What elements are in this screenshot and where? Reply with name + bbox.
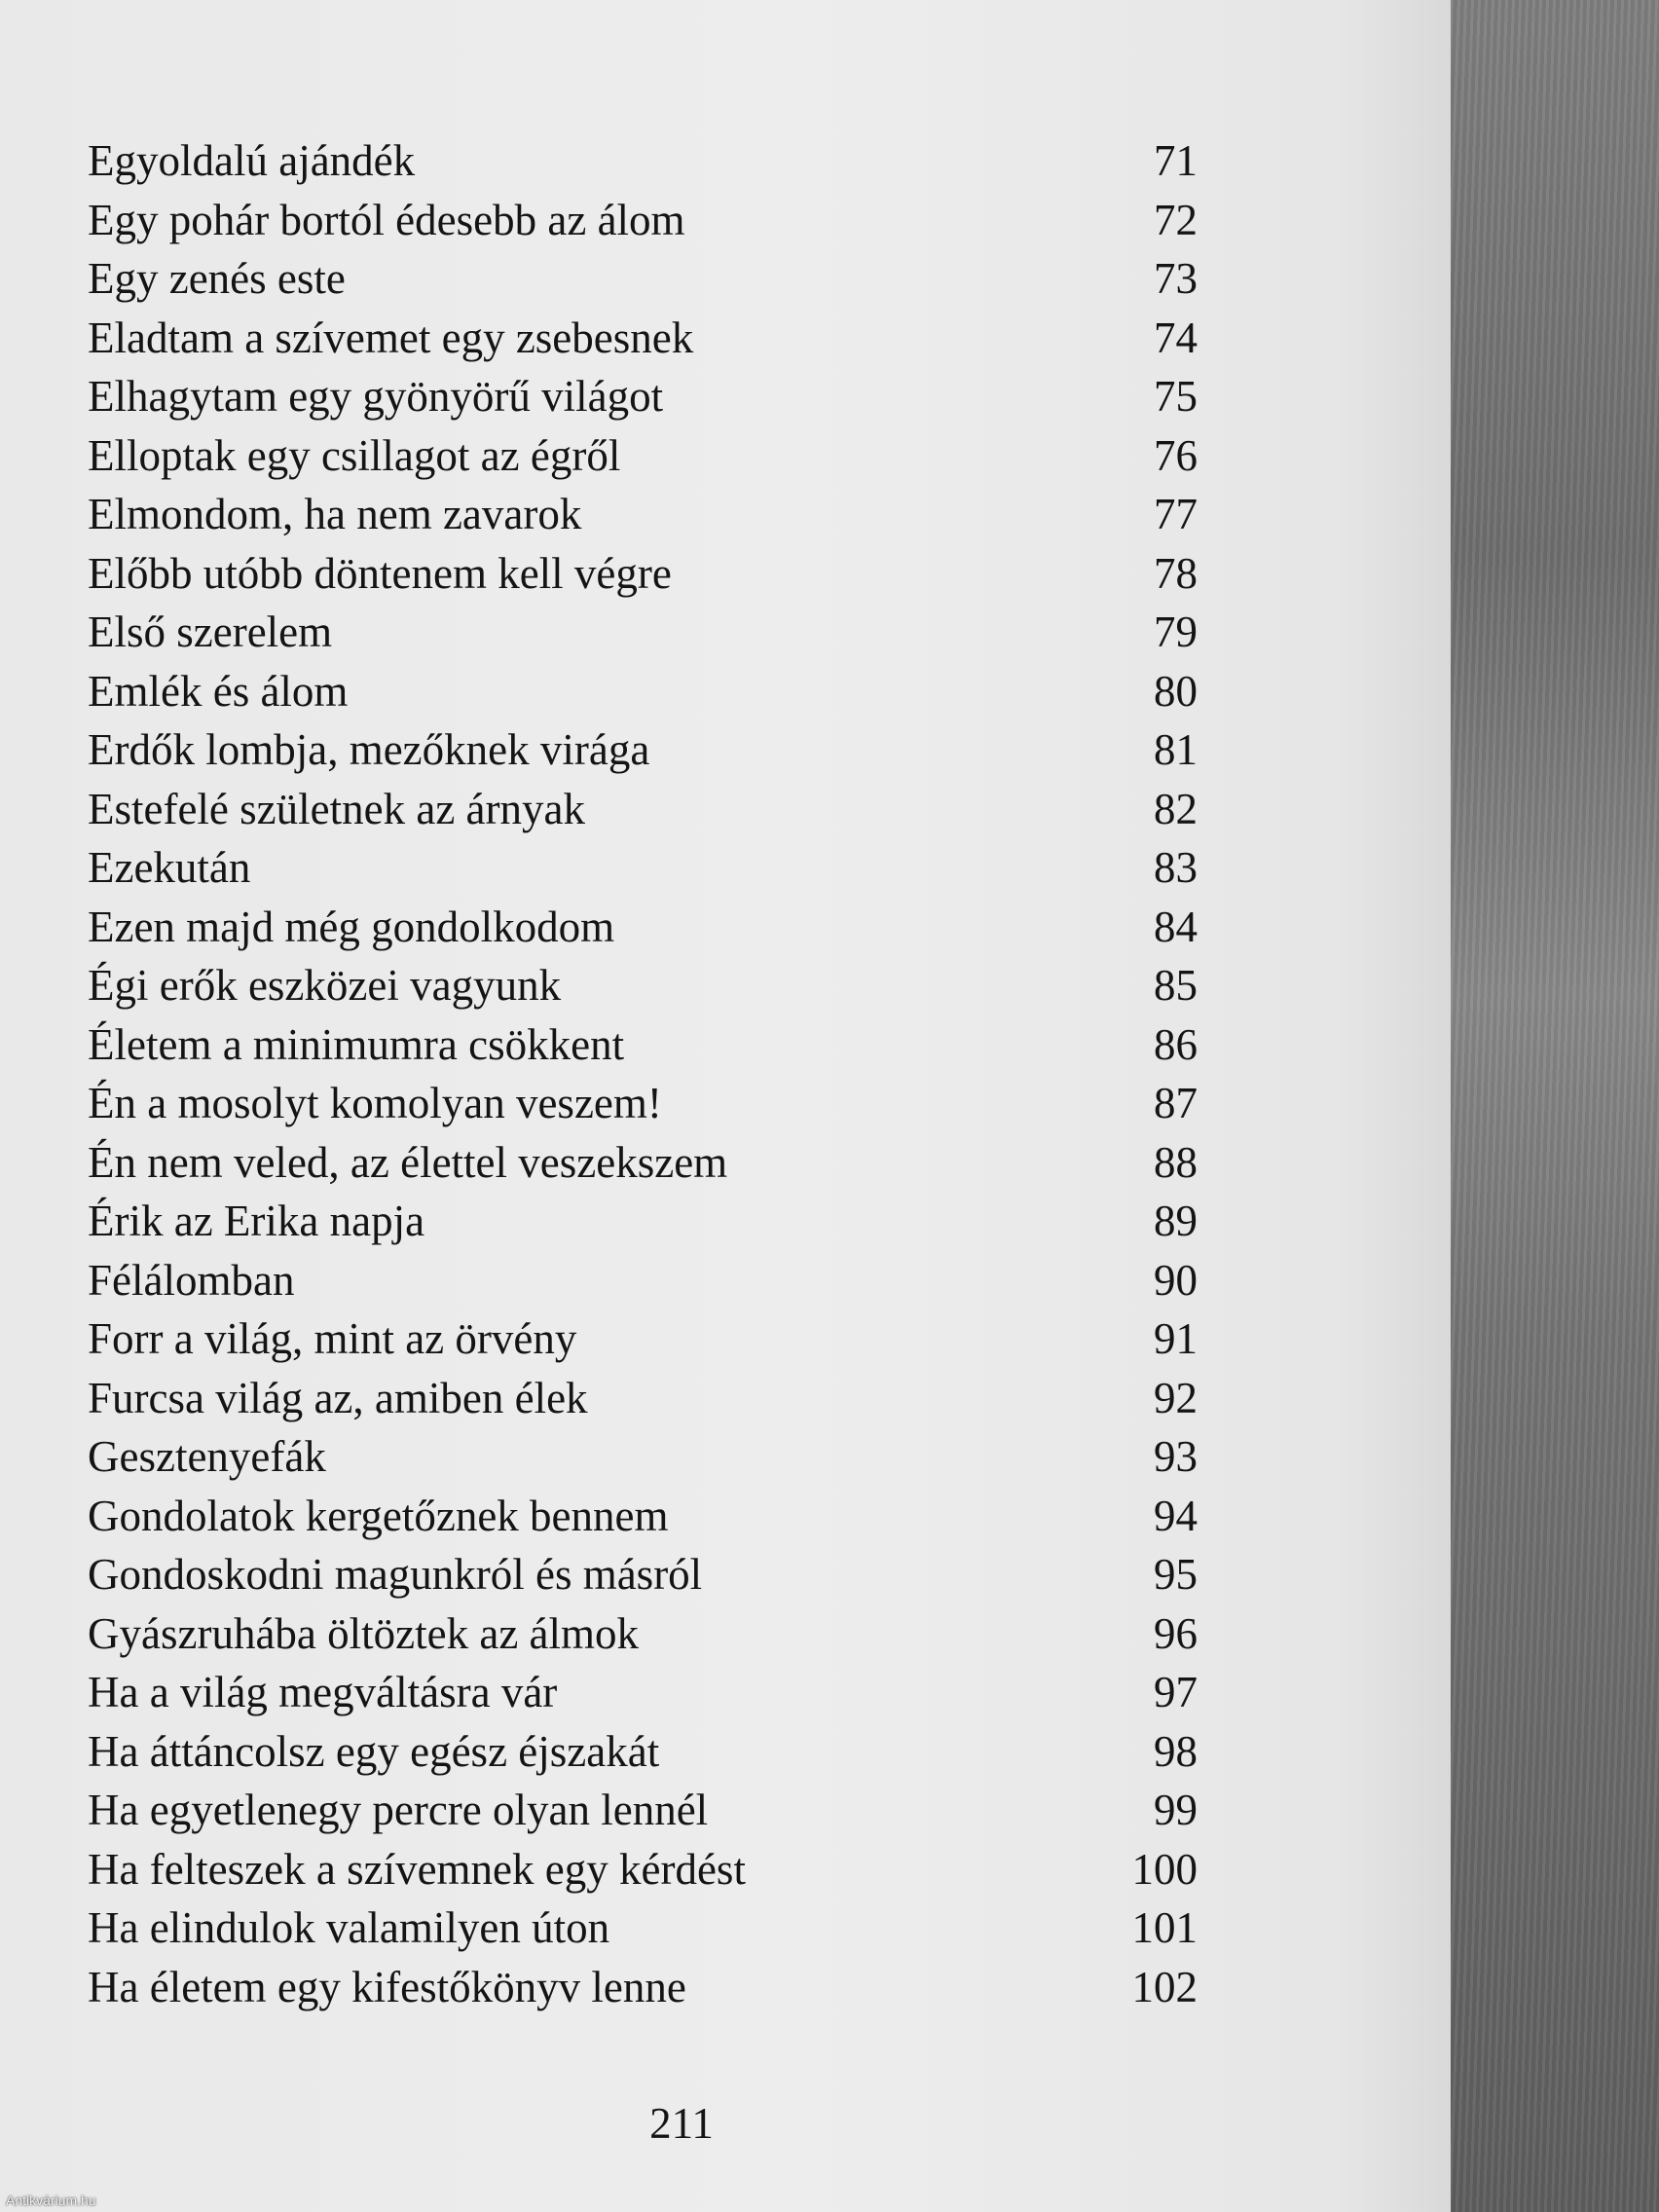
toc-entry <box>88 1369 1256 1428</box>
toc-entry <box>88 1015 1256 1075</box>
toc-title: Gondolatok kergetőznek bennem <box>88 1491 669 1540</box>
toc-title: Elmondom, ha nem zavarok <box>88 490 582 538</box>
toc-page-number: 85 <box>1154 961 1198 1010</box>
toc-entry <box>88 1899 1256 1958</box>
toc-title: Elhagytam egy gyönyörű világot <box>88 372 664 421</box>
toc-title: Ha áttáncolsz egy egész éjszakát <box>88 1726 660 1776</box>
toc-title: Előbb utóbb döntenem kell végre <box>88 548 672 598</box>
toc-entry <box>88 1251 1256 1310</box>
toc-title: Gondoskodni magunkról és másról <box>88 1550 703 1599</box>
toc-page-number: 101 <box>1131 1903 1198 1952</box>
toc-entry <box>88 1604 1256 1664</box>
toc-entry <box>88 1427 1256 1487</box>
toc-page-number: 87 <box>1154 1079 1198 1127</box>
toc-title: Ezekután <box>88 843 251 892</box>
toc-page-number: 95 <box>1154 1550 1198 1599</box>
table-of-contents <box>88 131 1256 2016</box>
toc-page-number: 89 <box>1154 1197 1198 1245</box>
toc-entry <box>88 131 1256 191</box>
toc-title: Forr a világ, mint az örvény <box>88 1314 577 1363</box>
toc-page-number: 82 <box>1154 784 1198 833</box>
toc-title: Gyászruhába öltöztek az álmok <box>88 1608 640 1658</box>
toc-page-number: 76 <box>1154 430 1198 480</box>
toc-entry <box>88 309 1256 368</box>
toc-page-number: 92 <box>1154 1373 1198 1422</box>
toc-title: Gesztenyefák <box>88 1432 326 1481</box>
toc-title: Én a mosolyt komolyan veszem! <box>88 1079 662 1127</box>
toc-page-number: 72 <box>1154 195 1198 244</box>
toc-page-number: 83 <box>1154 843 1198 892</box>
toc-title: Érik az Erika napja <box>88 1197 425 1245</box>
toc-entry <box>88 1309 1256 1369</box>
toc-title: Ha felteszek a szívemnek egy kérdést <box>88 1844 746 1894</box>
toc-title: Egyoldalú ajándék <box>88 136 416 185</box>
toc-title: Életem a minimumra csökkent <box>88 1019 625 1069</box>
toc-page-number: 94 <box>1154 1491 1198 1540</box>
toc-page-number: 100 <box>1131 1844 1198 1894</box>
toc-page-number: 90 <box>1154 1255 1198 1305</box>
toc-title: Furcsa világ az, amiben élek <box>88 1373 588 1422</box>
toc-page-number: 97 <box>1154 1668 1198 1716</box>
watermark: Antikvárium.hu <box>6 2193 96 2208</box>
toc-title: Ha életem egy kifestőkönyv lenne <box>88 1962 686 2011</box>
toc-entry <box>88 1545 1256 1604</box>
toc-entry <box>88 1487 1256 1546</box>
toc-page-number: 99 <box>1154 1786 1198 1834</box>
toc-entry <box>88 367 1256 426</box>
toc-entry <box>88 485 1256 544</box>
toc-title: Ha elindulok valamilyen úton <box>88 1903 610 1952</box>
toc-title: Estefelé születnek az árnyak <box>88 784 585 833</box>
toc-title: Egy zenés este <box>88 254 346 303</box>
toc-entry <box>88 603 1256 662</box>
toc-page-number: 71 <box>1154 136 1198 185</box>
toc-entry <box>88 1133 1256 1193</box>
toc-title: Első szerelem <box>88 608 333 656</box>
book-spine <box>1451 0 1659 2212</box>
toc-entry <box>88 426 1256 486</box>
toc-page-number: 79 <box>1154 608 1198 656</box>
toc-title: Én nem veled, az élettel veszekszem <box>88 1137 728 1187</box>
toc-title: Ha egyetlenegy percre olyan lennél <box>88 1786 709 1834</box>
toc-title: Ezen majd még gondolkodom <box>88 902 615 951</box>
toc-page-number: 73 <box>1154 254 1198 303</box>
toc-page-number: 96 <box>1154 1608 1198 1658</box>
toc-title: Égi erők eszközei vagyunk <box>88 961 562 1010</box>
toc-entry <box>88 720 1256 780</box>
toc-page-number: 78 <box>1154 548 1198 598</box>
page-number: 211 <box>649 2099 714 2148</box>
toc-page-number: 86 <box>1154 1019 1198 1069</box>
toc-page-number: 77 <box>1154 490 1198 538</box>
toc-page-number: 91 <box>1154 1314 1198 1363</box>
toc-title: Erdők lombja, mezőknek virága <box>88 725 650 774</box>
toc-page-number: 81 <box>1154 725 1198 774</box>
toc-entry <box>88 249 1256 309</box>
toc-entry <box>88 780 1256 839</box>
toc-entry <box>88 544 1256 604</box>
toc-page-number: 80 <box>1154 666 1198 716</box>
toc-entry <box>88 1958 1256 2017</box>
toc-title: Ha a világ megváltásra vár <box>88 1668 558 1716</box>
toc-entry <box>88 1781 1256 1840</box>
toc-entry <box>88 1663 1256 1722</box>
toc-entry <box>88 1722 1256 1782</box>
toc-entry <box>88 662 1256 721</box>
toc-page-number: 98 <box>1154 1726 1198 1776</box>
toc-entry <box>88 838 1256 898</box>
toc-title: Egy pohár bortól édesebb az álom <box>88 195 685 244</box>
toc-entry <box>88 1192 1256 1251</box>
toc-title: Elloptak egy csillagot az égről <box>88 430 621 480</box>
toc-page-number: 102 <box>1131 1962 1198 2011</box>
toc-page-number: 93 <box>1154 1432 1198 1481</box>
toc-page-number: 84 <box>1154 902 1198 951</box>
toc-entry <box>88 191 1256 250</box>
toc-title: Emlék és álom <box>88 666 349 716</box>
toc-entry <box>88 956 1256 1015</box>
toc-page-number: 88 <box>1154 1137 1198 1187</box>
toc-page-number: 74 <box>1154 313 1198 362</box>
toc-entry <box>88 1840 1256 1899</box>
toc-title: Félálomban <box>88 1255 295 1305</box>
toc-entry <box>88 898 1256 957</box>
toc-page-number: 75 <box>1154 372 1198 421</box>
toc-title: Eladtam a szívemet egy zsebesnek <box>88 313 694 362</box>
toc-entry <box>88 1074 1256 1133</box>
